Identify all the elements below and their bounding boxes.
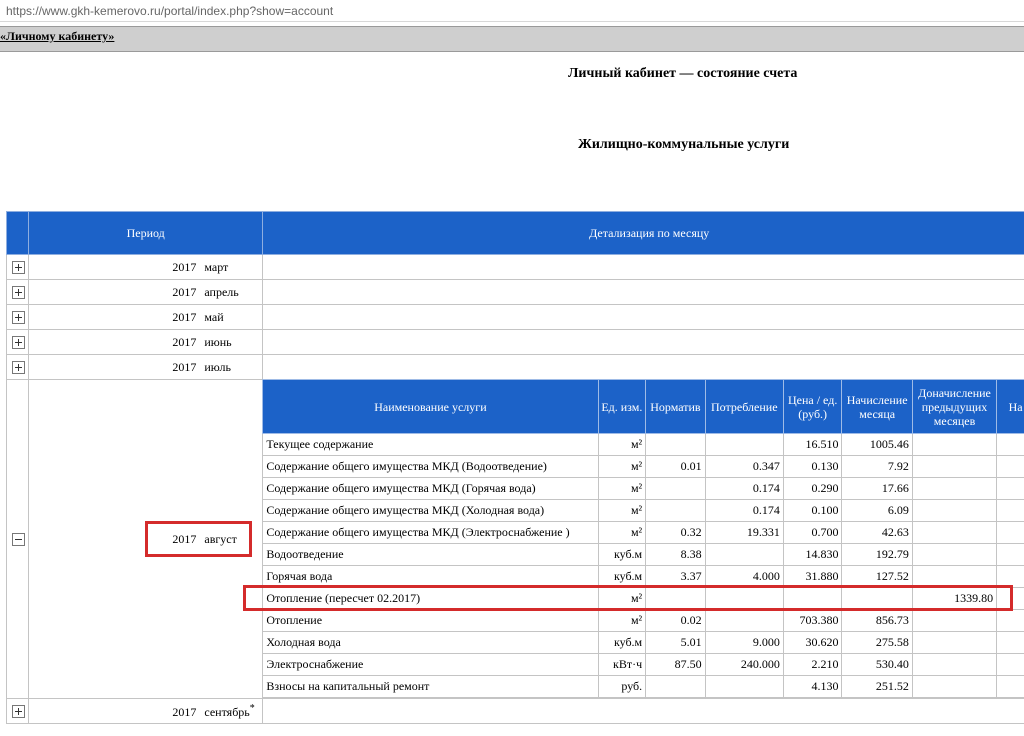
service-price: 31.880	[783, 566, 842, 588]
service-extra	[912, 544, 996, 566]
service-accrual: 1005.46	[842, 434, 912, 456]
service-unit: руб.	[598, 676, 646, 698]
service-price: 16.510	[783, 434, 842, 456]
address-bar[interactable]: https://www.gkh-kemerovo.ru/portal/index.php?show=account	[0, 0, 1024, 22]
service-extra	[912, 610, 996, 632]
service-row	[263, 456, 1024, 478]
service-price	[783, 588, 842, 610]
period-year: 2017	[172, 531, 197, 546]
expand-plus-icon[interactable]	[12, 336, 25, 349]
service-norm: 0.32	[646, 522, 706, 544]
expand-plus-icon[interactable]	[12, 705, 25, 718]
service-price: 14.830	[783, 544, 842, 566]
service-cut	[997, 478, 1024, 500]
back-to-cabinet-link[interactable]: «Личному кабинету»	[0, 29, 115, 43]
period-year: 2017	[172, 309, 197, 324]
service-cut	[997, 588, 1024, 610]
service-consumption: 240.000	[705, 654, 783, 676]
toggle-cell[interactable]	[7, 380, 29, 699]
expand-plus-icon[interactable]	[12, 311, 25, 324]
service-consumption	[705, 544, 783, 566]
service-extra	[912, 676, 996, 698]
periods-table	[6, 211, 1024, 724]
service-consumption: 0.174	[705, 478, 783, 500]
norm-header: Норматив	[646, 380, 706, 434]
service-price: 2.210	[783, 654, 842, 676]
service-accrual: 42.63	[842, 522, 912, 544]
service-extra	[912, 478, 996, 500]
period-mark: *	[249, 702, 255, 714]
period-row[interactable]	[7, 330, 1024, 355]
service-unit: м²	[598, 522, 646, 544]
service-unit: м²	[598, 456, 646, 478]
period-month: апрель	[204, 284, 239, 299]
service-extra	[912, 434, 996, 456]
service-unit: м²	[598, 500, 646, 522]
service-price: 0.290	[783, 478, 842, 500]
detail-cell	[263, 699, 1024, 724]
service-name: Отопление (пересчет 02.2017)	[263, 588, 598, 610]
service-consumption: 4.000	[705, 566, 783, 588]
service-cut	[997, 434, 1024, 456]
service-accrual: 275.58	[842, 632, 912, 654]
service-row	[263, 654, 1024, 676]
service-unit: куб.м	[598, 566, 646, 588]
toggle-header	[7, 212, 29, 255]
service-accrual: 530.40	[842, 654, 912, 676]
service-name: Содержание общего имущества МКД (Горячая вода)	[263, 478, 598, 500]
service-price: 0.130	[783, 456, 842, 478]
toggle-cell[interactable]	[7, 305, 29, 330]
service-row	[263, 588, 1024, 610]
service-cut	[997, 456, 1024, 478]
service-accrual: 6.09	[842, 500, 912, 522]
toggle-cell[interactable]	[7, 330, 29, 355]
service-row	[263, 544, 1024, 566]
period-cell	[28, 380, 262, 699]
toggle-cell[interactable]	[7, 699, 29, 724]
service-cut	[997, 654, 1024, 676]
toggle-cell[interactable]	[7, 355, 29, 380]
period-month: март	[204, 259, 229, 274]
service-norm: 87.50	[646, 654, 706, 676]
service-consumption	[705, 676, 783, 698]
extra-header: Доначисление предыдущих месяцев	[912, 380, 996, 434]
period-month: июнь	[204, 334, 232, 349]
expand-plus-icon[interactable]	[12, 361, 25, 374]
service-row	[263, 478, 1024, 500]
period-cell	[28, 255, 262, 280]
service-accrual	[842, 588, 912, 610]
detail-cell	[263, 255, 1024, 280]
service-norm	[646, 478, 706, 500]
period-cell	[28, 355, 262, 380]
service-unit: куб.м	[598, 544, 646, 566]
period-month: май	[204, 309, 224, 324]
page-title: Личный кабинет — состояние счета	[568, 66, 798, 81]
service-norm	[646, 434, 706, 456]
service-row	[263, 610, 1024, 632]
service-unit: м²	[598, 610, 646, 632]
service-consumption	[705, 610, 783, 632]
period-row[interactable]	[7, 355, 1024, 380]
period-cell	[28, 699, 262, 724]
service-norm: 5.01	[646, 632, 706, 654]
service-extra	[912, 500, 996, 522]
service-price: 703.380	[783, 610, 842, 632]
service-name: Содержание общего имущества МКД (Холодная вода)	[263, 500, 598, 522]
unit-header: Ед. изм.	[598, 380, 646, 434]
expand-plus-icon[interactable]	[12, 286, 25, 299]
service-unit: м²	[598, 478, 646, 500]
service-name: Отопление	[263, 610, 598, 632]
accrual-header: Начисление месяца	[842, 380, 912, 434]
service-price: 4.130	[783, 676, 842, 698]
service-row	[263, 566, 1024, 588]
detail-cell	[263, 305, 1024, 330]
service-consumption: 0.174	[705, 500, 783, 522]
service-price: 0.100	[783, 500, 842, 522]
period-month: сентябрь*	[204, 702, 255, 719]
service-extra	[912, 522, 996, 544]
period-year: 2017	[172, 259, 197, 274]
service-row	[263, 632, 1024, 654]
service-price: 0.700	[783, 522, 842, 544]
service-name: Электроснабжение	[263, 654, 598, 676]
period-row[interactable]	[7, 305, 1024, 330]
service-accrual: 7.92	[842, 456, 912, 478]
period-cell	[28, 280, 262, 305]
period-month: июль	[204, 359, 231, 374]
service-name: Горячая вода	[263, 566, 598, 588]
service-cut	[997, 500, 1024, 522]
service-cut	[997, 544, 1024, 566]
services-header	[263, 380, 1024, 434]
service-extra: 1339.80	[912, 588, 996, 610]
service-cut	[997, 522, 1024, 544]
price-header: Цена / ед. (руб.)	[783, 380, 842, 434]
detail-cell	[263, 330, 1024, 355]
collapse-minus-icon[interactable]	[12, 533, 25, 546]
detail-cell	[263, 280, 1024, 305]
service-norm	[646, 676, 706, 698]
section-title: Жилищно-коммунальные услуги	[578, 137, 790, 152]
detail-header: Детализация по месяцу	[263, 212, 1024, 255]
service-extra	[912, 632, 996, 654]
period-month: август	[204, 531, 237, 546]
service-name: Текущее содержание	[263, 434, 598, 456]
service-norm: 0.02	[646, 610, 706, 632]
service-row	[263, 434, 1024, 456]
service-consumption	[705, 588, 783, 610]
service-accrual: 192.79	[842, 544, 912, 566]
period-row[interactable]	[7, 255, 1024, 280]
period-year: 2017	[172, 334, 197, 349]
service-name: Содержание общего имущества МКД (Водоотведение)	[263, 456, 598, 478]
service-norm: 0.01	[646, 456, 706, 478]
detail-cell	[263, 380, 1024, 699]
period-header: Период	[28, 212, 262, 255]
detail-cell	[263, 355, 1024, 380]
toggle-cell[interactable]	[7, 280, 29, 305]
period-year: 2017	[172, 704, 197, 719]
period-cell	[28, 330, 262, 355]
cut-header: На	[997, 380, 1024, 434]
service-cut	[997, 610, 1024, 632]
period-year: 2017	[172, 284, 197, 299]
service-unit: куб.м	[598, 632, 646, 654]
service-norm	[646, 500, 706, 522]
periods-header	[7, 212, 1024, 255]
service-norm: 8.38	[646, 544, 706, 566]
nav-bar	[0, 26, 1024, 52]
service-accrual: 251.52	[842, 676, 912, 698]
service-consumption: 0.347	[705, 456, 783, 478]
service-consumption	[705, 434, 783, 456]
service-name-header: Наименование услуги	[263, 380, 598, 434]
services-table	[262, 379, 1024, 698]
toggle-cell[interactable]	[7, 255, 29, 280]
service-name: Водоотведение	[263, 544, 598, 566]
service-cut	[997, 632, 1024, 654]
service-name: Холодная вода	[263, 632, 598, 654]
service-consumption: 19.331	[705, 522, 783, 544]
service-unit: м²	[598, 588, 646, 610]
service-row	[263, 676, 1024, 698]
service-norm: 3.37	[646, 566, 706, 588]
service-name: Взносы на капитальный ремонт	[263, 676, 598, 698]
service-extra	[912, 654, 996, 676]
account-panel	[6, 211, 1024, 724]
period-row[interactable]	[7, 699, 1024, 724]
service-norm	[646, 588, 706, 610]
service-extra	[912, 566, 996, 588]
period-row[interactable]	[7, 280, 1024, 305]
expand-plus-icon[interactable]	[12, 261, 25, 274]
service-cut	[997, 566, 1024, 588]
service-row	[263, 500, 1024, 522]
service-unit: кВт·ч	[598, 654, 646, 676]
service-name: Содержание общего имущества МКД (Электроснабжение )	[263, 522, 598, 544]
service-unit: м²	[598, 434, 646, 456]
consumption-header: Потребление	[705, 380, 783, 434]
service-consumption: 9.000	[705, 632, 783, 654]
period-cell	[28, 305, 262, 330]
service-accrual: 127.52	[842, 566, 912, 588]
service-cut	[997, 676, 1024, 698]
service-accrual: 856.73	[842, 610, 912, 632]
period-row-expanded[interactable]	[7, 380, 1024, 699]
service-row	[263, 522, 1024, 544]
service-price: 30.620	[783, 632, 842, 654]
service-accrual: 17.66	[842, 478, 912, 500]
service-extra	[912, 456, 996, 478]
period-year: 2017	[172, 359, 197, 374]
